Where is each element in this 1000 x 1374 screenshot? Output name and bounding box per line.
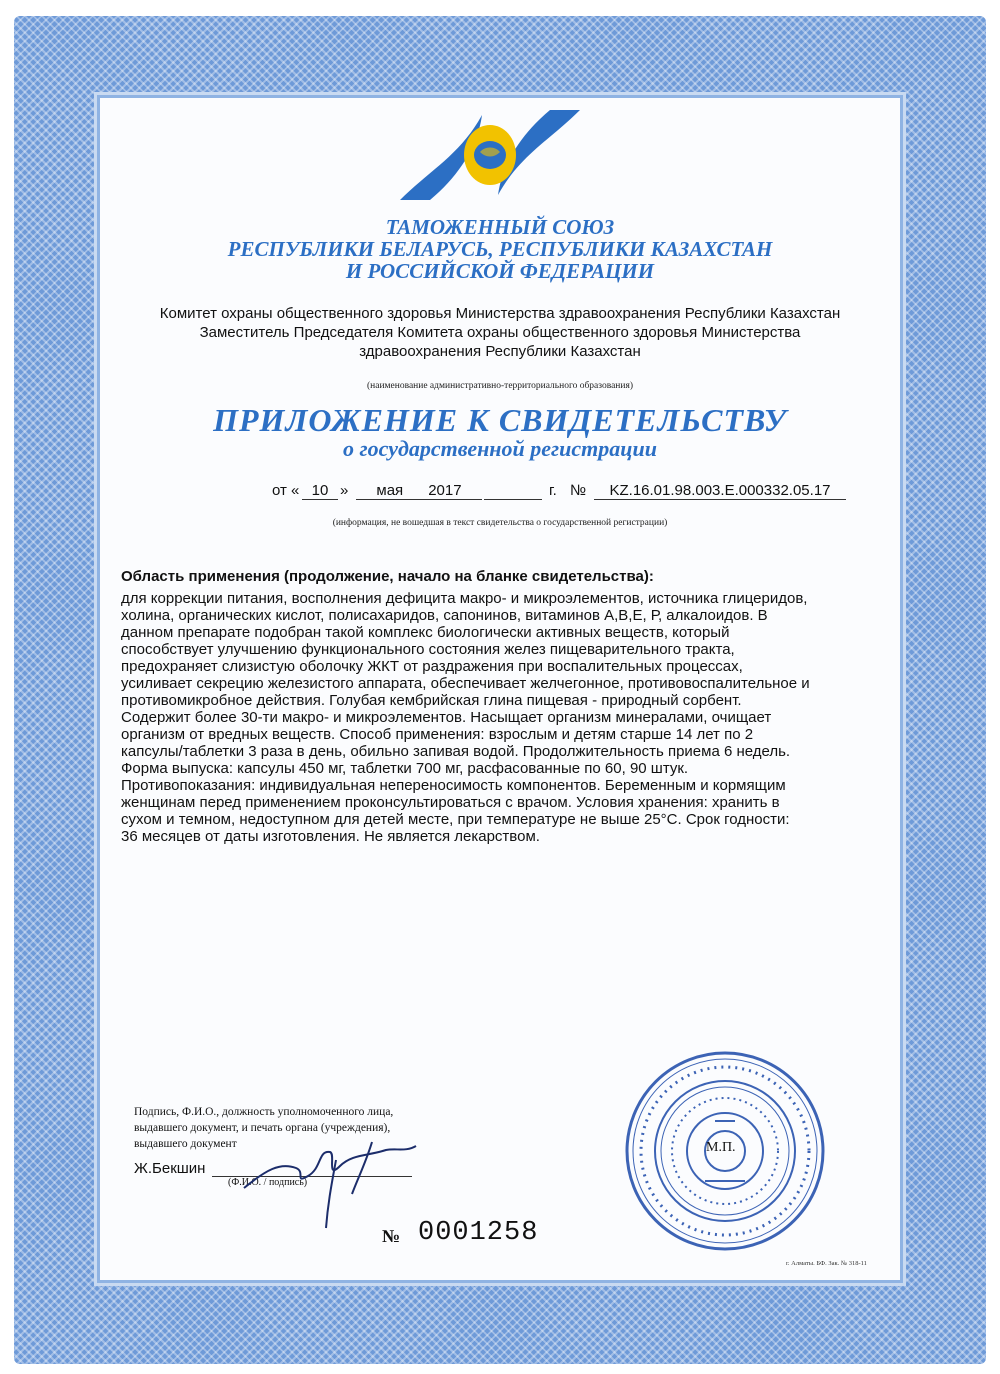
dateline-prefix: от « bbox=[272, 482, 300, 499]
form-number-label: № bbox=[382, 1226, 401, 1246]
dateline-mid: » bbox=[340, 482, 349, 499]
union-line-3: И РОССИЙСКОЙ ФЕДЕРАЦИИ bbox=[345, 259, 655, 283]
signature-sub-caption: (Ф.И.О. / подпись) bbox=[228, 1177, 308, 1188]
document-title: ПРИЛОЖЕНИЕ К СВИДЕТЕЛЬСТВУ bbox=[213, 402, 787, 438]
date-blank bbox=[484, 482, 542, 500]
customs-union-title bbox=[100, 216, 900, 282]
registration-number: KZ.16.01.98.003.E.000332.05.17 bbox=[594, 482, 846, 500]
union-line-1: ТАМОЖЕННЫЙ СОЮЗ bbox=[385, 215, 615, 239]
section-heading: Область применения (продолжение, начало на бланке свидетельства): bbox=[121, 568, 654, 585]
body-text: для коррекции питания, восполнения дефицита макро- и микроэлементов, источника глицеридов, холина, органических кислот, полисахаридов, сапонинов, витаминов А,В,Е, Р, алкалоидов. В данном препарате подобран такой комплекс биологически активных веществ, который способствует улучшению функционального состояния желез пищеварительного тракта, предохраняет слизистую оболочку ЖКТ от раздражения при воспалительных процессах, усиливает секрецию железистого аппарата, обеспечивает желчегонное, противовоспалительное и противомикробное действия. Голубая кембрийская глина пищевая - природный сорбент. Содержит более 30-ти макро- и микроэлементов. Насыщает организм минералами, очищает организм от вредных веществ. Способ применения: взрослым и детям старше 14 лет по 2 капсулы/таблетки 3 раза в день, обильно запивая водой. Продолжительность приема 6 недель. Форма выпуска: капсулы 450 мг, таблетки 700 мг, расфасованные по 60, 90 штук. Противопоказания: индивидуальная непереносимость компонентов. Беременным и кормящим женщинам перед применением проконсультироваться с врачом. Условия хранения: хранить в сухом и темном, недоступном для детей месте, при температуре не выше 25°С. Срок годности: 36 месяцев от даты изготовления. Не является лекарством. bbox=[121, 590, 810, 845]
signer-name: Ж.Бекшин bbox=[134, 1160, 206, 1177]
dateline-caption: (информация, не вошедшая в текст свидетельства о государственной регистрации) bbox=[332, 518, 668, 528]
signature-caption: Подпись, Ф.И.О., должность уполномоченного лица, выдавшего документ, и печать органа (учреждения), выдавшего документ bbox=[134, 1106, 394, 1150]
issuer-line-1: Комитет охраны общественного здоровья Министерства здравоохранения Республики Казахстан bbox=[159, 305, 841, 322]
union-line-2: РЕСПУБЛИКИ БЕЛАРУСЬ, РЕСПУБЛИКИ КАЗАХСТАН bbox=[227, 237, 773, 261]
year-suffix: г. bbox=[549, 482, 557, 499]
printer-imprint: г. Алматы. БФ. Зак. № 318-11 bbox=[786, 1260, 867, 1267]
date-month-year bbox=[356, 482, 482, 500]
number-sign: № bbox=[570, 482, 587, 499]
issuer-block bbox=[100, 304, 900, 361]
issuer-line-2: Заместитель Председателя Комитета охраны общественного здоровья Министерства bbox=[199, 324, 801, 341]
document-subtitle: о государственной регистрации bbox=[343, 436, 657, 461]
issuer-line-3: здравоохранения Республики Казахстан bbox=[359, 343, 641, 360]
issuer-caption: (наименование административно-территориального образования) bbox=[366, 381, 633, 391]
handwritten-signature-icon bbox=[236, 1122, 426, 1234]
form-number: 0001258 bbox=[418, 1218, 539, 1248]
date-year: 2017 bbox=[428, 482, 462, 499]
date-month: мая bbox=[376, 482, 404, 499]
date-day: 10 bbox=[302, 482, 338, 500]
eurasian-union-emblem-icon bbox=[390, 100, 590, 210]
stamp-place-label: М.П. bbox=[706, 1140, 736, 1155]
